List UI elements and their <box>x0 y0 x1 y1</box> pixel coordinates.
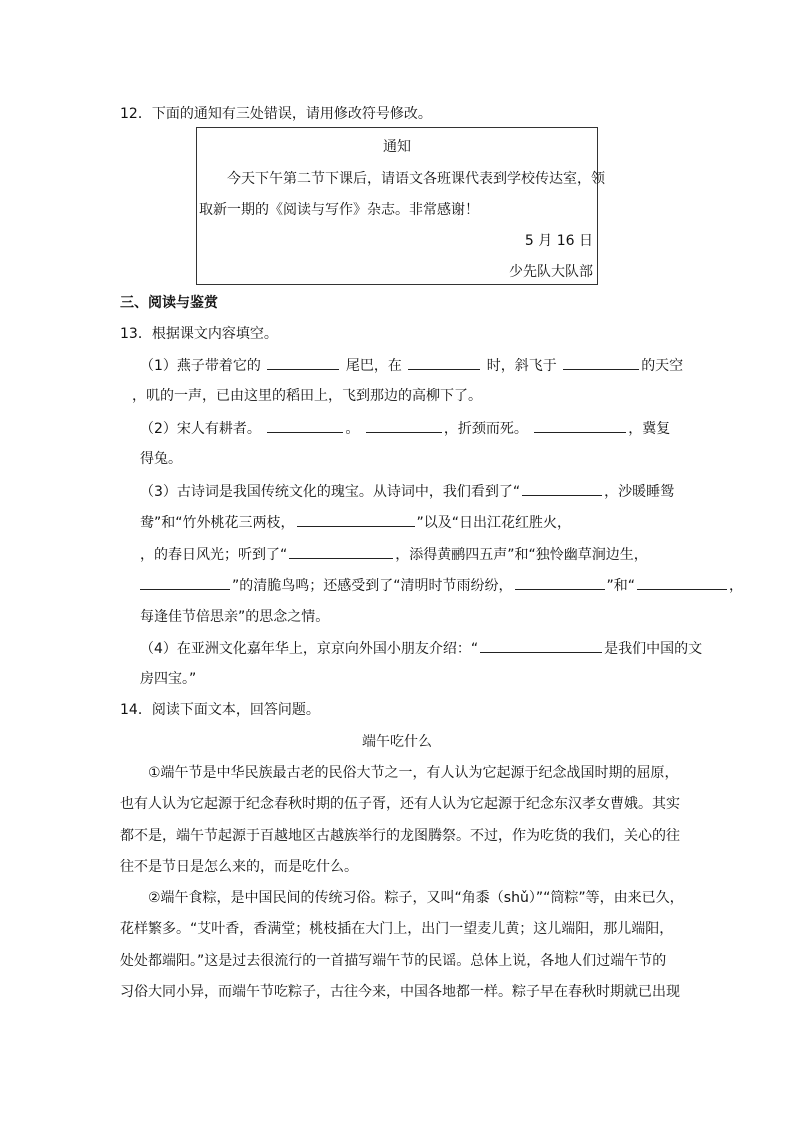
blank-4[interactable] <box>267 418 343 433</box>
q13-p2-b: 。 <box>345 421 360 437</box>
blank-9[interactable] <box>289 544 393 559</box>
notice-date: 5 月 16 日 <box>524 233 593 249</box>
blank-1[interactable] <box>267 355 339 370</box>
notice-title: 通知 <box>383 139 411 155</box>
section-heading: 三、阅读与鉴赏 <box>120 295 218 311</box>
para1-line4: 往不是节日是怎么来的，而是吃什么。 <box>120 859 358 875</box>
notice-line-2: 取新一期的《阅读与写作》杂志。非常感谢！ <box>199 202 479 218</box>
para1-line2: 也有人认为它起源于纪念春秋时期的伍子胥，还有人认为它起源于纪念东汉孝女曹娥。其实 <box>120 796 680 812</box>
blank-6[interactable] <box>534 418 626 433</box>
q13-p3-h: ”和“ <box>606 578 636 594</box>
blank-2[interactable] <box>408 355 480 370</box>
q13-p2-line2: 得兔。 <box>140 451 182 467</box>
notice-line-1: 今天下午第二节下课后，请语文各班课代表到学校传达室，领 <box>227 171 605 187</box>
q13-p1-c: 时，斜飞于 <box>486 358 557 374</box>
blank-8[interactable] <box>297 512 415 527</box>
q13-p3-line1 <box>140 481 674 502</box>
q13-p2-a: （2）宋人有耕者。 <box>140 421 261 437</box>
blank-12[interactable] <box>637 575 727 590</box>
blank-7[interactable] <box>522 481 602 496</box>
q13-p4-b: 是我们中国的文 <box>604 641 703 657</box>
q13-p4-line2: 房四宝。” <box>140 671 197 687</box>
q13-p1-b: 尾巴，在 <box>345 358 402 374</box>
q13-p3-b: ，沙暖睡鸳 <box>604 484 675 500</box>
q13-p3-g: ”的清脆鸟鸣；还感受到了“清明时节雨纷纷， <box>232 578 513 594</box>
q13-prompt: 13．根据课文内容填空。 <box>120 326 278 342</box>
q13-p3-line2 <box>140 512 571 533</box>
para2-line4: 习俗大同小异，而端午节吃粽子，古往今来，中国各地都一样。粽子早在春秋时期就已出现 <box>120 984 680 1000</box>
notice-sender: 少先队大队部 <box>509 264 593 280</box>
para1-line1: ①端午节是中华民族最古老的民俗大节之一，有人认为它起源于纪念战国时期的屈原， <box>148 765 679 781</box>
q13-p1-a: （1）燕子带着它的 <box>140 358 261 374</box>
para2-line1: ②端午食粽，是中国民间的传统习俗。粽子，又叫“角黍（shǔ）”“筒粽”等，由来已久， <box>148 890 684 906</box>
q13-p4-a: （4）在亚洲文化嘉年华上，京京向外国小朋友介绍：“ <box>140 641 479 657</box>
q13-p3-line5: 每逢佳节倍思亲”的思念之情。 <box>140 609 330 625</box>
blank-13[interactable] <box>480 638 602 653</box>
blank-11[interactable] <box>515 575 605 590</box>
q13-p3-line3 <box>140 544 648 565</box>
notice-box <box>196 127 605 285</box>
q13-p3-i: ， <box>729 578 744 594</box>
q13-p2-c: ，折颈而死。 <box>443 421 528 437</box>
q13-p1-d: 的天空 <box>641 358 684 374</box>
q14-prompt: 14．阅读下面文本，回答问题。 <box>120 702 320 718</box>
blank-5[interactable] <box>366 418 442 433</box>
q13-p1-line1 <box>140 355 683 376</box>
q13-p2-line1 <box>140 418 670 439</box>
blank-3[interactable] <box>563 355 639 370</box>
q13-p2-d: ，冀复 <box>628 421 671 437</box>
q13-p3-f: ，添得黄鹂四五声”和“独怜幽草涧边生， <box>395 547 648 563</box>
para2-line2: 花样繁多。“艾叶香，香满堂；桃枝插在大门上，出门一望麦儿黄；这儿端阳，那儿端阳， <box>120 921 674 937</box>
q13-p3-a: （3）古诗词是我国传统文化的瑰宝。从诗词中，我们看到了“ <box>140 484 521 500</box>
q13-p4-line1 <box>140 638 702 659</box>
q13-p3-d: ”以及“日出江花红胜火， <box>416 515 572 531</box>
q13-p1-line2: ，叽的一声，已由这里的稻田上，飞到那边的高柳下了。 <box>132 388 482 404</box>
q13-p3-line4 <box>140 575 743 596</box>
article-title: 端午吃什么 <box>362 734 432 750</box>
q13-p3-e: ，的春日风光；听到了“ <box>140 547 288 563</box>
para1-line3: 都不是，端午节起源于百越地区古越族举行的龙图腾祭。不过，作为吃货的我们，关心的往 <box>120 828 680 844</box>
blank-10[interactable] <box>140 575 230 590</box>
para2-line3: 处处都端阳。”这是过去很流行的一首描写端午节的民谣。总体上说，各地人们过端午节的 <box>120 953 667 969</box>
q12-prompt: 12．下面的通知有三处错误，请用修改符号修改。 <box>120 106 432 122</box>
q13-p3-c: 鸯”和“竹外桃花三两枝， <box>140 515 295 531</box>
